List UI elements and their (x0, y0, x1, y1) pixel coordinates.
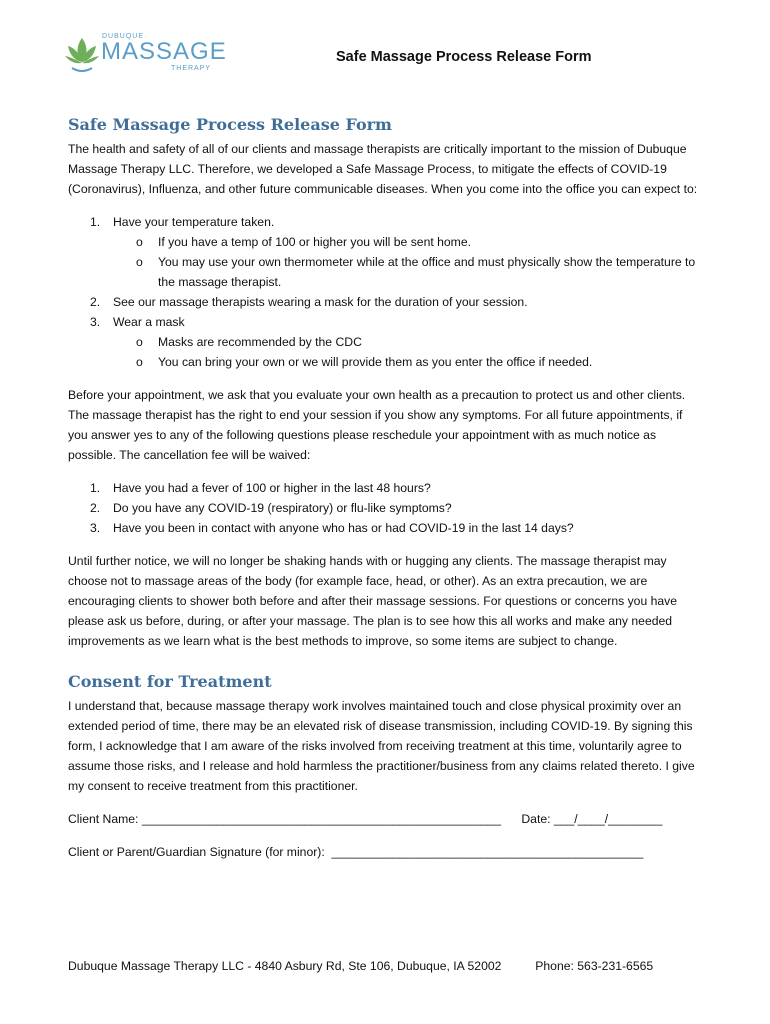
header-title: Safe Massage Process Release Form (336, 49, 592, 65)
list-item: 1. Have you had a fever of 100 or higher in the last 48 hours? (90, 481, 431, 495)
before-appointment-paragraph: Before your appointment, we ask that you evaluate your own health as a precaution to protect us and other clients. The massage therapist has the right to end your session if you show any symptoms. For all future appointments, if you answer yes to any of the following questions please reschedule your appointment with as much notice as possible. The cancellation fee will be waived: (68, 388, 686, 462)
consent-heading: Consent for Treatment (68, 672, 272, 691)
list-item: 3. Have you been in contact with anyone who has or had COVID-19 in the last 14 days? (90, 521, 574, 535)
consent-paragraph: I understand that, because massage therapy work involves maintained touch and close physical proximity over an extended period of time, there may be an elevated risk of disease transmission, including COVID-19. By signing this form, I acknowledge that I am aware of the risks involved from receiving treatment at this time, voluntarily agree to assume those risks, and I release and hold harmless the practitioner/business from any claims related thereto. I give my consent to receive treatment from this practitioner. (68, 699, 695, 793)
signature-field[interactable]: Client or Parent/Guardian Signature (for minor): ______________________________________________ (68, 845, 644, 859)
client-name-date-field[interactable]: Client Name: _____________________________________________________ Date: ___/____/________ (68, 812, 663, 826)
company-logo (64, 32, 227, 80)
intro-paragraph: The health and safety of all of our clients and massage therapists are critically important to the mission of Dubuque Massage Therapy LLC. Therefore, we developed a Safe Massage Process, to mitigate the effects of COVID-19 (Coronavirus), Influenza, and other future communicable diseases. When you come into the office you can expect to: (68, 142, 698, 196)
sub-list (68, 232, 704, 292)
logo-bottom-text: THERAPY (171, 65, 212, 72)
sub-list-item: o You may use your own thermometer while at the office and must physically show the temperature to the massage therapist. (136, 255, 696, 289)
office-expectations-list (68, 212, 704, 372)
logo-main-text: MASSAGE (101, 38, 227, 65)
list-item: 2. See our massage therapists wearing a mask for the duration of your session. (90, 295, 528, 309)
list-item: 3. Wear a mask (90, 315, 185, 329)
until-notice-paragraph: Until further notice, we will no longer be shaking hands with or hugging any clients. The massage therapist may choose not to massage areas of the body (for example face, head, or other). As an extra precaution, we are encouraging clients to shower both before and after their massage sessions. For questions or concerns you have please ask us before, during, or after your massage. The plan is to see how this all works and make any needed improvements as we learn what is the best methods to improve, so some items are subject to change. (68, 554, 678, 648)
sub-list (68, 332, 704, 372)
logo-top-text: DUBUQUE (102, 33, 145, 40)
form-body (68, 114, 704, 862)
footer-contact: Dubuque Massage Therapy LLC - 4840 Asbury Rd, Ste 106, Dubuque, IA 52002 Phone: 563-231-6565 (68, 959, 654, 973)
screening-questions-list (68, 478, 704, 538)
list-item: 1. Have your temperature taken. (90, 215, 275, 229)
section-heading: Safe Massage Process Release Form (68, 115, 392, 134)
sub-list-item: o If you have a temp of 100 or higher you will be sent home. (136, 235, 471, 249)
lotus-icon (64, 34, 100, 74)
sub-list-item: o You can bring your own or we will provide them as you enter the office if needed. (136, 355, 593, 369)
list-item: 2. Do you have any COVID-19 (respiratory) or flu-like symptoms? (90, 501, 452, 515)
sub-list-item: o Masks are recommended by the CDC (136, 335, 362, 349)
